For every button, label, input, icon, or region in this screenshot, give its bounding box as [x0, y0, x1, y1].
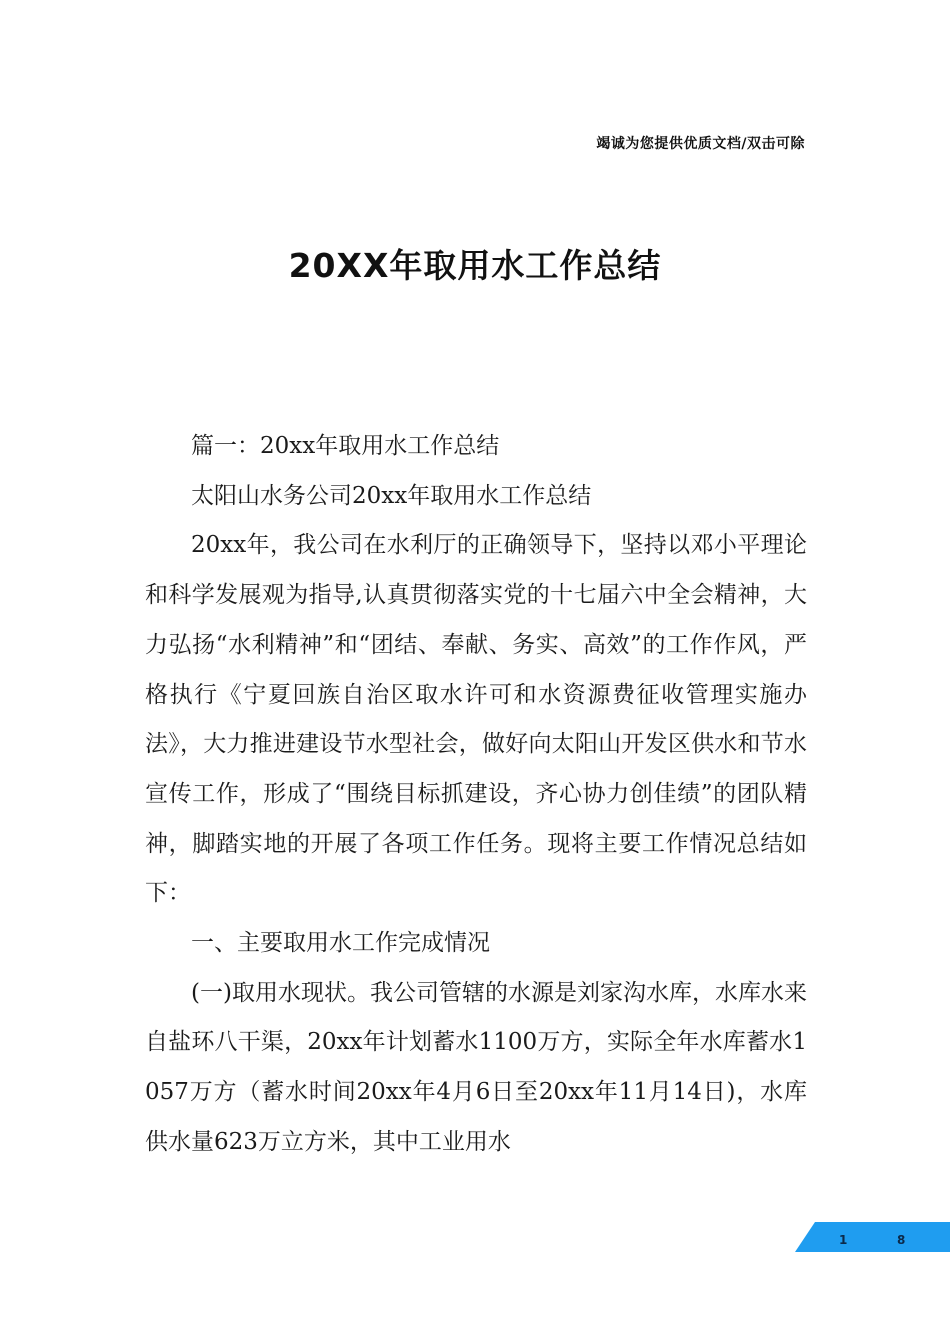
document-body: [145, 422, 807, 1168]
document-title: 20XX年取用水工作总结: [288, 246, 662, 285]
page-number-current: 1: [839, 1233, 848, 1247]
paragraph: (一)取用水现状。我公司管辖的水源是刘家沟水库，水库水来自盐环八干渠，20xx年计划蓄水1100万方，实际全年水库蓄水1057万方（蓄水时间20xx年4月6日至20xx年11月14日)，水库供水量623万立方米，其中工业用水: [145, 979, 807, 1155]
header-note: 竭诚为您提供优质文档/双击可除: [596, 136, 805, 152]
paragraph: 20xx年，我公司在水利厅的正确领导下，坚持以邓小平理论和科学发展观为指导,认真贯彻落实党的十七届六中全会精神，大力弘扬“水利精神”和“团结、奉献、务实、高效”的工作作风，严格执行《宁夏回族自治区取水许可和水资源费征收管理实施办法》，大力推进建设节水型社会，做好向太阳山开发区供水和节水宣传工作，形成了“围绕目标抓建设，齐心协力创佳绩”的团队精神，脚踏实地的开展了各项工作任务。现将主要工作情况总结如下：: [145, 532, 807, 907]
paragraph: 太阳山水务公司20xx年取用水工作总结: [191, 482, 592, 509]
paragraph: 篇一：20xx年取用水工作总结: [191, 433, 500, 459]
page-number-total: 8: [897, 1233, 906, 1247]
paragraph: 一、主要取用水工作完成情况: [191, 930, 490, 957]
page-indicator-tab: [795, 1222, 950, 1252]
